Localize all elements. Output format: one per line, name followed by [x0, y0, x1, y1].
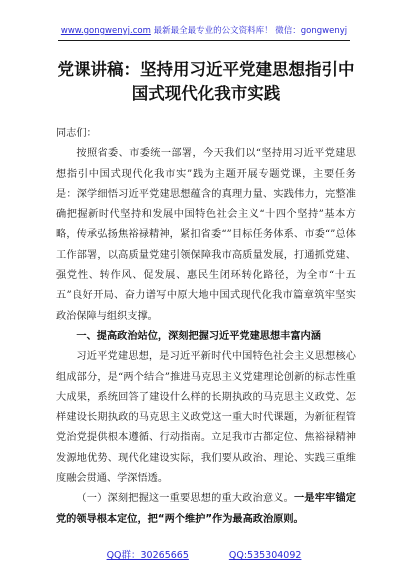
subsection-paragraph [56, 489, 356, 530]
subsection-bold-point: 一是牢牢锚定党的领导根本定位，把“两个维护”作为最高政治原则。 [56, 493, 356, 525]
footer-qq-group: QQ群：30265665 [106, 550, 189, 561]
document-body [56, 124, 356, 530]
intro-paragraph: 按照省委、市委统一部署，今天我们以“坚持用习近平党建思想指引中国式现代化我市实”践为主题开展专题党课，主要任务是：深学细悟习近平党建思想蕴含的真理力量、实践伟力，完整准确把握新时代坚持和发展中国特色社会主义“十四个坚持”基本方略，传承弘扬焦裕禄精神，紧扣省委“”目标任务体系、市委“”总体工作部署，以高质量党建引领保障我市高质量发展，打通抓党建、强党性、转作风、促发展、惠民生闭环转化路径，为全市“十五五”良好开局、奋力谱写中原大地中国式现代化我市篇章筑牢坚实政治保障与组织支撑。 [56, 148, 356, 322]
header-wechat: 微信：gongwenyj [275, 26, 348, 36]
page-header [0, 24, 408, 38]
header-divider [58, 40, 350, 41]
page-footer [0, 547, 408, 561]
section-heading: 一、提高政治站位，深刻把握习近平党建思想丰富内涵 [76, 330, 321, 342]
subsection-lead: （一）深刻把握这一重要思想的重大政治意义。 [76, 493, 294, 505]
document-title: 党课讲稿：坚持用习近平党建思想指引中国式现代化我市实践 [57, 60, 355, 103]
salutation: 同志们： [56, 128, 97, 139]
header-slogan: 最新最全最专业的公文资料库！ [153, 26, 273, 36]
site-link[interactable]: www.gongwenyj.com [60, 26, 151, 36]
section-paragraph: 习近平党建思想，是习近平新时代中国特色社会主义思想核心组成部分，是“两个结合”推进马克思主义党建理论创新的标志性重大成果，系统回答了建设什么样的长期执政的马克思主义政党、怎样建设长期执政的马克思主义政党这一重大时代课题，为新征程管党治党提供根本遵循、行动指南。立足我市古都定位、焦裕禄精神发源地优势、现代化建设实际，我们要从政治、理论、实践三重维度融会贯通、学深悟透。 [56, 351, 356, 485]
footer-qq: QQ:535304092 [228, 550, 302, 561]
